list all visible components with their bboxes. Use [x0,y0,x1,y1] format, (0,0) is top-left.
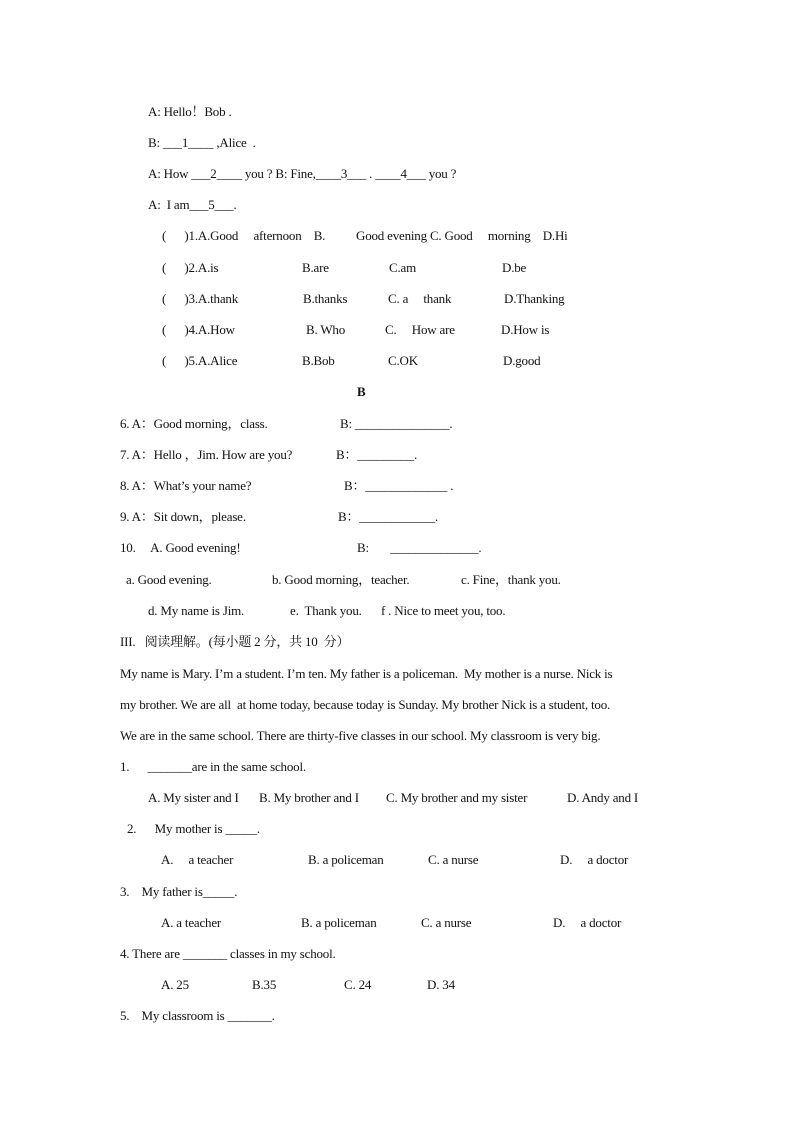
match-6-q: 6. A：Good morning，class. [120,416,268,431]
match-8-q: 8. A：What’s your name? [120,478,252,493]
match-8-answer: B：_____________ . [344,478,454,493]
question-4-option-c: C. 24 [344,977,372,992]
question-3-option-b: B. a policeman [301,915,377,930]
reading-heading: III. 阅读理解。(每小题 2 分，共 10 分） [120,634,350,649]
mc-5-a: ( )5.A.Alice [162,353,238,368]
question-3-option-d: D. a doctor [553,915,622,930]
reading-paragraph-line-1: My name is Mary. I’m a student. I’m ten. My father is a policeman. My mother is a nurse. Nick is [120,666,613,681]
mc-1-a: ( )1.A.Good afternoon B. [162,228,326,243]
match-6-answer: B: _______________. [340,416,453,431]
mc-3-a: ( )3.A.thank [162,291,239,306]
option-e: e. Thank you. [290,603,362,618]
dialogue-line-1: A: Hello！Bob . [148,104,232,119]
match-10-q: 10. A. Good evening! [120,540,241,555]
question-3-option-c: C. a nurse [421,915,472,930]
match-7-q: 7. A：Hello ，Jim. How are you? [120,447,293,462]
mc-2-b: B.are [302,260,329,275]
mc-1-b: Good evening C. Good morning D.Hi [356,228,568,243]
match-7-answer: B：_________. [336,447,418,462]
section-b-heading: B [357,384,366,399]
mc-5-d: D.good [503,353,541,368]
reading-paragraph-line-3: We are in the same school. There are thirty-five classes in our school. My classroom is very big. [120,728,601,743]
option-b: b. Good morning，teacher. [272,572,410,587]
mc-4-d: D.How is [501,322,550,337]
question-2-option-c: C. a nurse [428,852,479,867]
mc-2-d: D.be [502,260,527,275]
mc-5-c: C.OK [388,353,418,368]
dialogue-line-4: A: I am___5___. [148,197,237,212]
mc-3-d: D.Thanking [504,291,565,306]
question-2-option-b: B. a policeman [308,852,384,867]
reading-paragraph-line-2: my brother. We are all at home today, because today is Sunday. My brother Nick is a student, too. [120,697,611,712]
mc-3-b: B.thanks [303,291,348,306]
question-1-option-a: A. My sister and I [148,790,239,805]
question-5: 5. My classroom is _______. [120,1008,275,1023]
question-2: 2. My mother is _____. [127,821,260,836]
question-1-option-b: B. My brother and I [259,790,359,805]
question-1-option-d: D. Andy and I [567,790,639,805]
mc-4-b: B. Who [306,322,346,337]
mc-4-a: ( )4.A.How [162,322,235,337]
mc-4-c: C. How are [385,322,455,337]
question-4-option-a: A. 25 [161,977,189,992]
mc-5-b: B.Bob [302,353,335,368]
match-9-q: 9. A：Sit down，please. [120,509,246,524]
option-c: c. Fine，thank you. [461,572,561,587]
match-9-answer: B：____________. [338,509,438,524]
question-4-option-b: B.35 [252,977,277,992]
dialogue-line-2: B: ___1____ ,Alice . [148,135,256,150]
mc-3-c: C. a thank [388,291,452,306]
mc-2-a: ( )2.A.is [162,260,219,275]
question-3-option-a: A. a teacher [161,915,222,930]
question-4-option-d: D. 34 [427,977,455,992]
question-2-option-d: D. a doctor [560,852,629,867]
option-d: d. My name is Jim. [148,603,245,618]
mc-2-c: C.am [389,260,417,275]
question-3: 3. My father is_____. [120,884,238,899]
question-1: 1. _______are in the same school. [120,759,306,774]
option-f: f . Nice to meet you, too. [381,603,506,618]
match-10-answer: B: ______________. [357,540,482,555]
question-1-option-c: C. My brother and my sister [386,790,528,805]
question-4: 4. There are _______ classes in my school. [120,946,336,961]
dialogue-line-3: A: How ___2____ you ? B: Fine,____3___ . ____4___ you ? [148,166,457,181]
option-a: a. Good evening. [126,572,212,587]
question-2-option-a: A. a teacher [161,852,234,867]
